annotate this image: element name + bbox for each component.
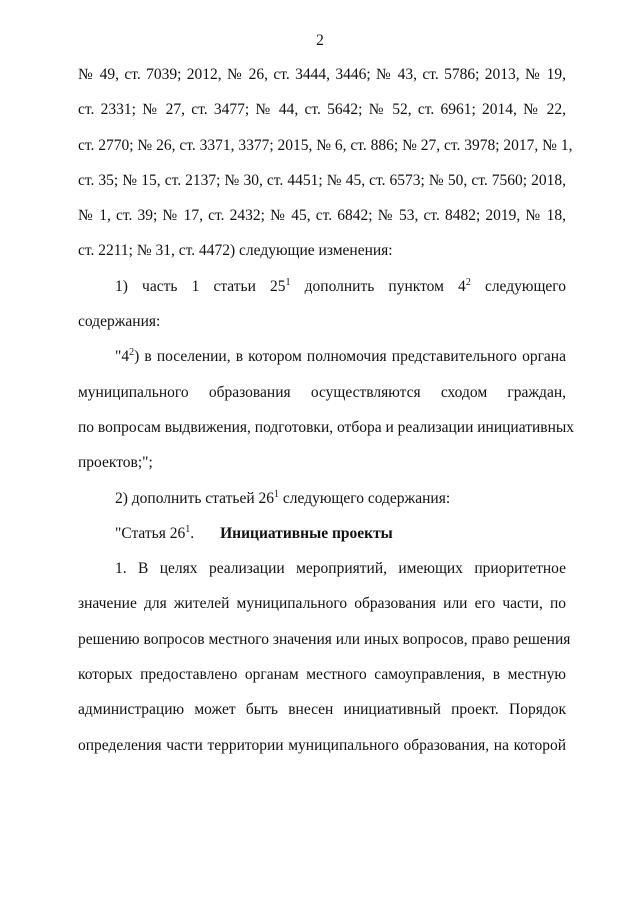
text-line-13 [78,489,566,524]
text-line-19: администрацию может быть внесен инициативный проект. Порядок [78,701,566,719]
article-label-dot: . [190,524,195,542]
superscript-26-1: 1 [274,488,280,500]
text-line-11: по вопросам выдвижения, подготовки, отбора и реализации инициативных [78,418,575,436]
text-line-18: которых предоставлено органам местного самоуправления, в местную [78,666,566,684]
text-line-9 [78,347,566,382]
superscript-4-2: 2 [465,276,471,288]
superscript-25-1: 1 [285,276,291,288]
text-line-13-a: 2) дополнить статьей 26 [115,489,275,507]
article-title: Инициативные проекты [220,524,393,542]
page-number: 2 [316,32,324,49]
text-line-9-a: "4 [115,348,130,366]
text-line-12: проектов;"; [78,454,153,472]
text-line-4: ст. 35; № 15, ст. 2137; № 30, ст. 4451; № 45, ст. 6573; № 50, ст. 7560; 2018, [78,171,566,189]
text-line-7-c: следующего [470,277,566,295]
text-line-6: ст. 2211; № 31, ст. 4472) следующие изменения: [78,242,393,260]
text-line-1: № 49, ст. 7039; 2012, № 26, ст. 3444, 3446; № 43, ст. 5786; 2013, № 19, [78,66,566,83]
text-line-3: ст. 2770; № 26, ст. 3371, 3377; 2015, № 6, ст. 886; № 27, ст. 3978; 2017, № 1, [78,136,573,154]
article-label: "Статья 26 [115,524,186,542]
superscript-article-26-1: 1 [185,523,191,535]
text-line-10: муниципального образования осуществляются сходом граждан, [78,383,566,401]
text-line-2: ст. 2331; № 27, ст. 3477; № 44, ст. 5642; № 52, ст. 6961; 2014, № 22, [78,101,566,119]
text-line-13-b: следующего содержания: [279,489,451,507]
text-line-5: № 1, ст. 39; № 17, ст. 2432; № 45, ст. 6842; № 53, ст. 8482; 2019, № 18, [78,207,566,225]
text-line-7-b: дополнить пунктом 4 [290,277,466,295]
text-line-8: содержания: [78,313,161,331]
text-line-20: определения части территории муниципального образования, на которой [78,736,566,754]
text-line-17: решению вопросов местного значения или иных вопросов, право решения [78,630,571,648]
text-line-7 [78,277,566,312]
text-line-7-a: 1) часть 1 статьи 25 [115,277,286,295]
text-line-15: 1. В целях реализации мероприятий, имеющих приоритетное [115,560,566,578]
text-line-9-b: ) в поселении, в котором полномочия представительного органа [134,348,566,366]
text-line-16: значение для жителей муниципального образования или его части, по [78,595,566,613]
superscript-4-2-quote: 2 [129,347,135,359]
article-heading [78,524,566,559]
document-body [78,65,575,771]
